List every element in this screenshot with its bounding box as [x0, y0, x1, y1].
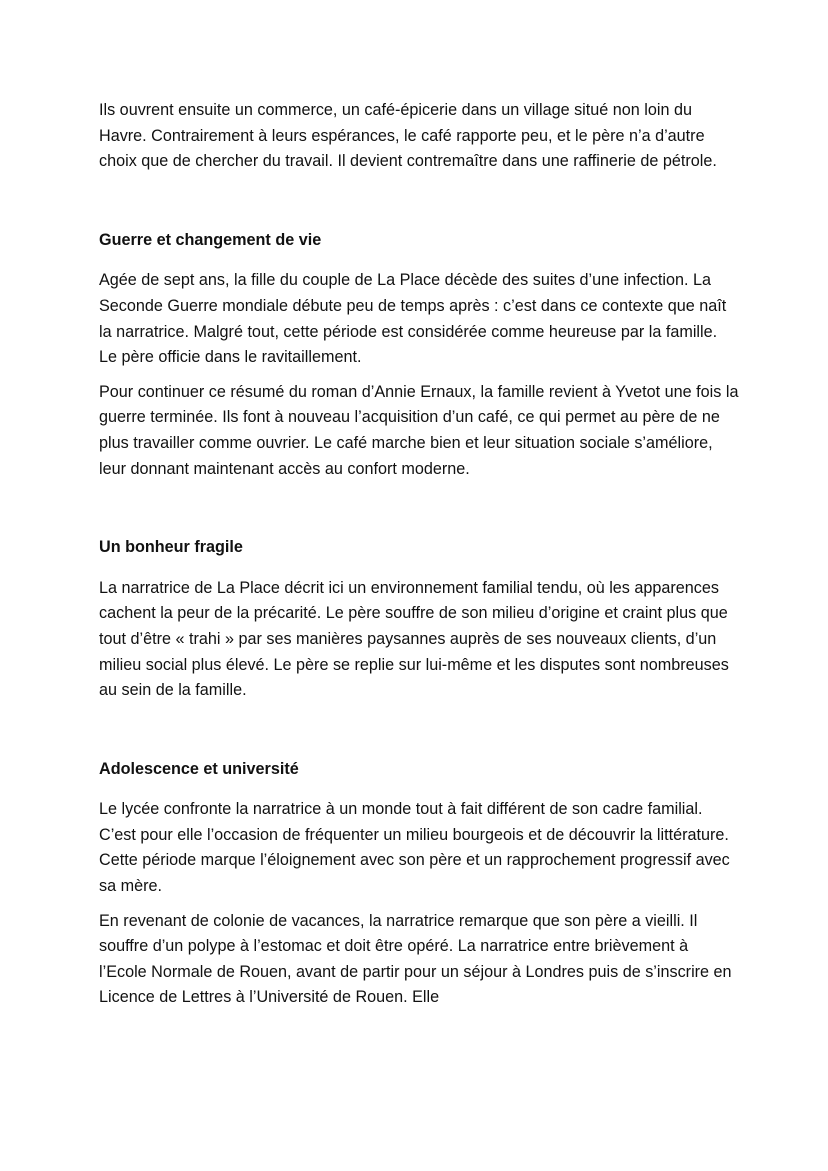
section-paragraph: La narratrice de La Place décrit ici un environnement familial tendu, où les apparences cachent la peur de la précarité. Le père souffre de son milieu d’origine et craint plus que tout d’être « trahi » par ses manières paysannes auprès de ses nouveaux clients, d’un milieu social plus élevé. Le père se replie sur lui-même et les disputes sont nombreuses au sein de la famille.	[99, 578, 729, 700]
section-adolescence	[99, 757, 739, 1011]
section-heading: Un bonheur fragile	[99, 538, 243, 557]
intro-paragraph: Ils ouvrent ensuite un commerce, un café-épicerie dans un village situé non loin du Havre. Contrairement à leurs espérances, le café rapporte peu, et le père n’a d’autre choix que de chercher du travail. Il devient contremaître dans une raffinerie de pétrole.	[99, 101, 717, 171]
section-paragraph: En revenant de colonie de vacances, la narratrice remarque que son père a vieilli. Il souffre d’un polype à l’estomac et doit être opéré. La narratrice entre brièvement à l’Ecole Normale de Rouen, avant de partir pour un séjour à Londres puis de s’inscrire en Licence de Lettres à l’Université de Rouen. Elle	[99, 911, 732, 1007]
section-paragraph: Le lycée confronte la narratrice à un monde tout à fait différent de son cadre familial. C’est pour elle l’occasion de fréquenter un milieu bourgeois et de découvrir la littérature. Cette période marque l’éloignement avec son père et un rapprochement progressif avec sa mère.	[99, 800, 730, 896]
section-paragraph: Pour continuer ce résumé du roman d’Annie Ernaux, la famille revient à Yvetot une fois la guerre terminée. Ils font à nouveau l’acquisition d’un café, ce qui permet au père de ne plus travailler comme ouvrier. Le café marche bien et leur situation sociale s’améliore, leur donnant maintenant accès au confort moderne.	[99, 382, 739, 478]
section-paragraph: Agée de sept ans, la fille du couple de La Place décède des suites d’une infection. La Seconde Guerre mondiale débute peu de temps après : c’est dans ce contexte que naît la narratrice. Malgré tout, cette période est considérée comme heureuse par la famille. Le père officie dans le ravitaillement.	[99, 271, 727, 367]
section-heading: Adolescence et université	[99, 759, 299, 778]
section-guerre	[99, 228, 739, 482]
section-bonheur	[99, 535, 739, 704]
section-heading: Guerre et changement de vie	[99, 230, 322, 249]
document-body	[99, 98, 739, 1011]
